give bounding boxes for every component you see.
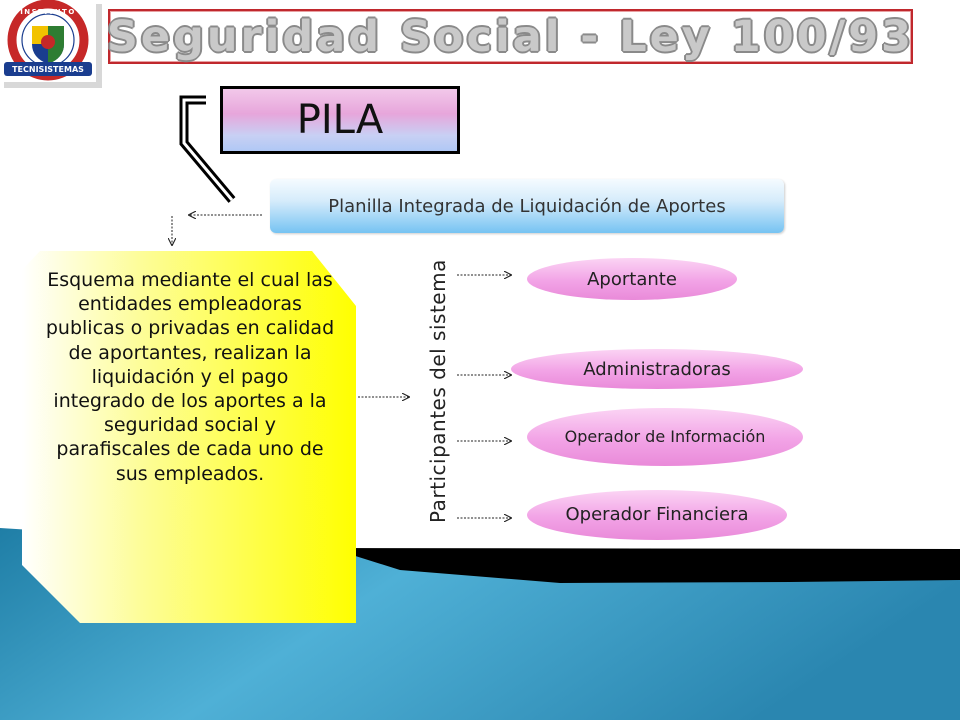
logo-bottom-text: TECNISISTEMAS <box>12 65 84 74</box>
logo-top-text: INSTITUTO <box>20 8 76 16</box>
participants-label: Participantes del sistema <box>426 259 450 523</box>
planilla-bar: Planilla Integrada de Liquidación de Aportes <box>270 179 784 233</box>
pila-box: PILA <box>220 86 460 154</box>
page-title: Seguridad Social - Ley 100/93 <box>106 11 915 62</box>
institute-logo <box>0 0 104 88</box>
participant-operador-financiera: Operador Financiera <box>527 490 787 540</box>
participant-aportante: Aportante <box>527 258 737 300</box>
participant-operador-informacion: Operador de Información <box>527 408 803 466</box>
participant-administradoras: Administradoras <box>511 349 803 389</box>
description-text: Esquema mediante el cual las entidades empleadoras publicas o privadas en calidad de aportantes, realizan la liquidación y el pago integrado de los aportes a la seguridad social y parafiscales de cada uno de sus empleados. <box>45 269 335 485</box>
